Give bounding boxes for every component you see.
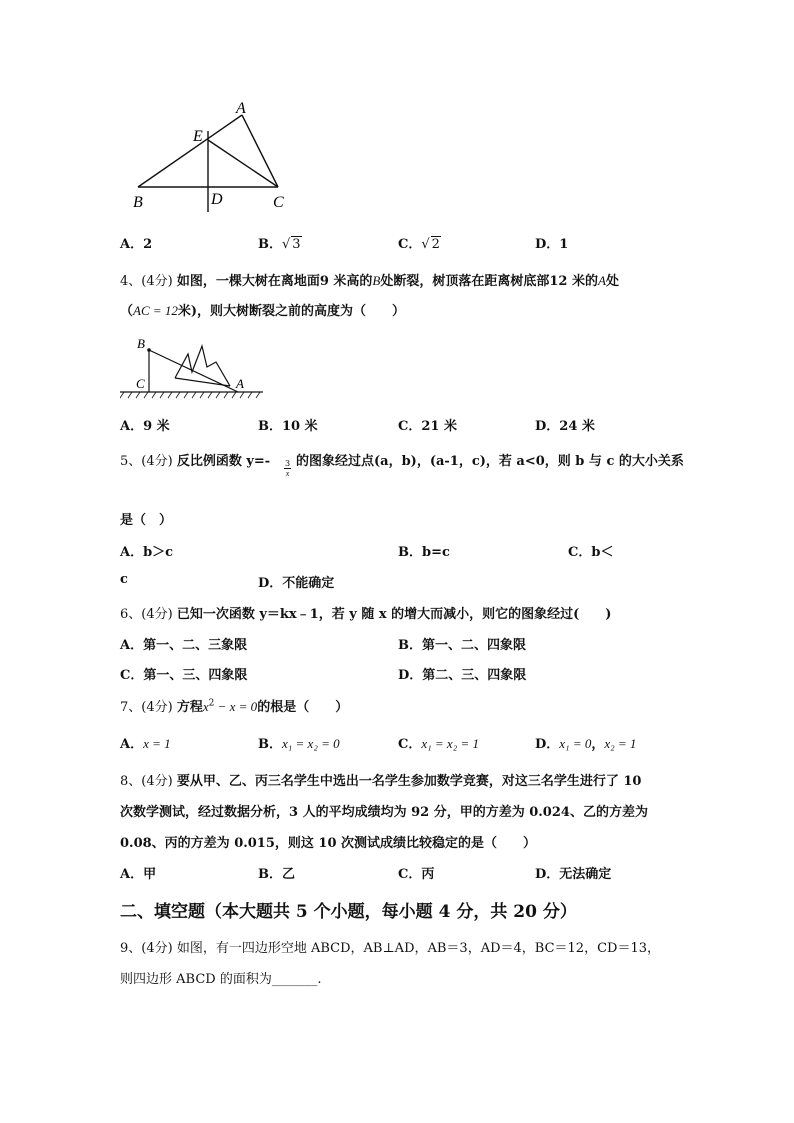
option-letter: B． [258, 867, 282, 882]
q4-option-c [398, 415, 457, 434]
option-text: x = 1 [143, 736, 171, 751]
label-c: C [136, 376, 145, 391]
segment-ec [208, 140, 278, 187]
option-text: 24 米 [559, 419, 595, 434]
option-separator: ， [591, 737, 605, 752]
ground-hatching [120, 392, 260, 398]
fraction-3-over-x [284, 459, 291, 478]
option-letter: A． [120, 545, 144, 560]
label-b: B [137, 336, 145, 351]
option-letter: C． [398, 419, 422, 434]
q7-stem [120, 696, 348, 715]
question-text: 的图象经过点(a，b)，(a-1，c)，若 a<0，则 b 与 c 的大小关系 [296, 454, 684, 469]
option-text: 乙 [282, 867, 296, 882]
figure-q3-triangle [128, 98, 298, 216]
question-text: 米)，则大树断裂之前的高度为（ ） [177, 304, 406, 319]
option-text: 第一、二、三象限 [143, 638, 248, 653]
q5-option-c-continued [120, 572, 128, 587]
question-number: 8、(4分) [120, 774, 177, 789]
q3-option-b [258, 233, 302, 252]
option-text: b=c [422, 545, 450, 560]
option-letter: C． [398, 737, 422, 752]
fraction-denominator: x [285, 469, 290, 478]
q5-option-c [568, 541, 613, 560]
q4-option-b [258, 415, 318, 434]
q5-stem-line2 [120, 509, 172, 528]
figure-q4-tree [120, 330, 265, 405]
option-text: 第一、三、四象限 [143, 668, 248, 683]
q4-stem-line1 [120, 270, 619, 289]
radicand: 3 [292, 237, 301, 252]
q3-option-c [398, 233, 441, 252]
question-text: 如图，有一四边形空地 ABCD，AB⊥AD，AB＝3，AD＝4，BC＝12，CD＝13， [176, 941, 660, 956]
q6-option-c [120, 664, 247, 683]
question-text: 则四边形 ABCD 的面积为_______. [120, 972, 322, 987]
variable-b: B [372, 273, 381, 288]
question-number: 7、(4分) [120, 700, 177, 715]
option-letter: C． [398, 237, 422, 252]
option-text: 第二、三、四象限 [422, 668, 527, 683]
option-text: x₁ = x₂ = 0 [282, 736, 340, 751]
option-text: x₁ = 0 [559, 736, 592, 751]
option-text: 丙 [421, 867, 435, 882]
label-c: C [273, 194, 284, 211]
q7-option-c [398, 733, 479, 752]
q7-option-a [120, 733, 171, 752]
q8-option-a [120, 863, 156, 882]
question-text: 如图，一棵大树在离地面9 米高的 [176, 274, 373, 289]
option-text: 不能确定 [282, 576, 335, 591]
option-text: 2 [143, 237, 153, 252]
variable-a: A [597, 273, 606, 288]
q8-stem-line3 [120, 832, 536, 851]
option-text: 10 米 [282, 419, 318, 434]
q6-option-b [398, 634, 526, 653]
formula-ac: AC = 12 [133, 303, 178, 318]
option-letter: B． [258, 237, 282, 252]
question-number: 9、(4分) [120, 941, 177, 956]
option-letter: D． [535, 419, 560, 434]
question-text: 的根是（ ） [257, 700, 349, 715]
q3-option-a [120, 233, 152, 252]
q8-stem-line1 [120, 770, 641, 789]
option-letter: D． [535, 867, 560, 882]
label-a: A [236, 376, 244, 391]
q5-option-a [120, 541, 173, 560]
label-e: E [193, 128, 203, 145]
option-text: 无法确定 [559, 867, 612, 882]
section-title-text: 二、填空题（本大题共 5 个小题，每小题 4 分，共 20 分） [120, 902, 577, 922]
option-letter: B． [398, 638, 422, 653]
option-letter: C． [568, 545, 592, 560]
question-number: 4、(4分) [120, 274, 177, 289]
q9-stem-line2 [120, 968, 321, 987]
option-text: 9 米 [143, 419, 170, 434]
q4-stem-line2 [120, 300, 405, 319]
question-text: 已知一次函数 y＝kx﹣1，若 y 随 x 的增大而减小，则它的图象经过( ) [176, 607, 612, 622]
sqrt-expression: √ 2 [421, 237, 440, 252]
q6-option-a [120, 634, 247, 653]
equation-exponent: 2 [208, 698, 215, 709]
q4-option-a [120, 415, 170, 434]
q5-option-b [398, 541, 450, 560]
q8-option-b [258, 863, 295, 882]
question-number: 6、(4分) [120, 607, 177, 622]
option-letter: C． [398, 867, 422, 882]
option-letter: D． [535, 737, 560, 752]
q3-option-d [535, 233, 568, 252]
option-text: c [120, 572, 128, 587]
option-text: b＜ [591, 545, 614, 560]
q5-option-d [258, 572, 334, 591]
option-letter: B． [258, 737, 282, 752]
option-letter: D． [398, 668, 423, 683]
q5-stem-line1 [120, 450, 270, 469]
option-text: x₁ = x₂ = 1 [421, 736, 479, 751]
question-text: 次数学测试，经过数据分析，3 人的平均成绩均为 92 分，甲的方差为 0.024、乙的方差为 [120, 805, 648, 820]
q5-stem-line1-cont [296, 450, 684, 469]
question-text: 方程 [176, 700, 203, 715]
q7-option-b [258, 733, 340, 752]
q4-option-d [535, 415, 595, 434]
q9-stem-line1 [120, 937, 660, 956]
option-text: x₂ = 1 [604, 736, 637, 751]
option-letter: A． [120, 237, 144, 252]
label-d: D [211, 191, 223, 208]
segment-ba [138, 115, 242, 187]
question-text: 反比例函数 y=- [176, 454, 271, 469]
crown-base [175, 378, 230, 386]
sqrt-expression: √ 3 [282, 237, 301, 252]
question-number: 5、(4分) [120, 454, 177, 469]
question-text: 要从甲、乙、丙三名学生中选出一名学生参加数学竞赛，对这三名学生进行了 10 [176, 774, 642, 789]
option-text: 甲 [143, 867, 157, 882]
fraction-numerator: 3 [285, 459, 291, 468]
question-text: 是（ ） [120, 513, 173, 528]
label-b: B [133, 194, 143, 211]
question-text: 0.08、丙的方差为 0.015，则这 10 次测试成绩比较稳定的是（ ） [120, 836, 537, 851]
option-letter: D． [535, 237, 560, 252]
label-a: A [236, 100, 246, 117]
option-letter: D． [258, 576, 283, 591]
q8-option-c [398, 863, 434, 882]
option-letter: B． [258, 419, 282, 434]
option-text: 1 [559, 237, 569, 252]
option-text: b＞c [143, 545, 174, 560]
radicand: 2 [431, 237, 440, 252]
question-text: （ [120, 304, 134, 319]
option-letter: A． [120, 737, 144, 752]
question-text: 处 [605, 274, 619, 289]
q8-option-d [535, 863, 611, 882]
option-letter: A． [120, 867, 144, 882]
question-text: 处断裂，树顶落在距离树底部12 米的 [380, 274, 598, 289]
point-b [147, 348, 151, 352]
option-letter: A． [120, 419, 144, 434]
section-title [120, 897, 577, 922]
q7-option-d [535, 733, 636, 752]
q6-stem [120, 603, 611, 622]
segment-ac [242, 115, 278, 187]
q6-option-d [398, 664, 526, 683]
option-letter: A． [120, 638, 144, 653]
option-text: 第一、二、四象限 [422, 638, 527, 653]
equation-variable: x [202, 699, 209, 714]
option-letter: B． [398, 545, 422, 560]
option-text: 21 米 [421, 419, 457, 434]
option-letter: C． [120, 668, 144, 683]
equation-rest: − x = 0 [214, 699, 258, 714]
q8-stem-line2 [120, 801, 648, 820]
